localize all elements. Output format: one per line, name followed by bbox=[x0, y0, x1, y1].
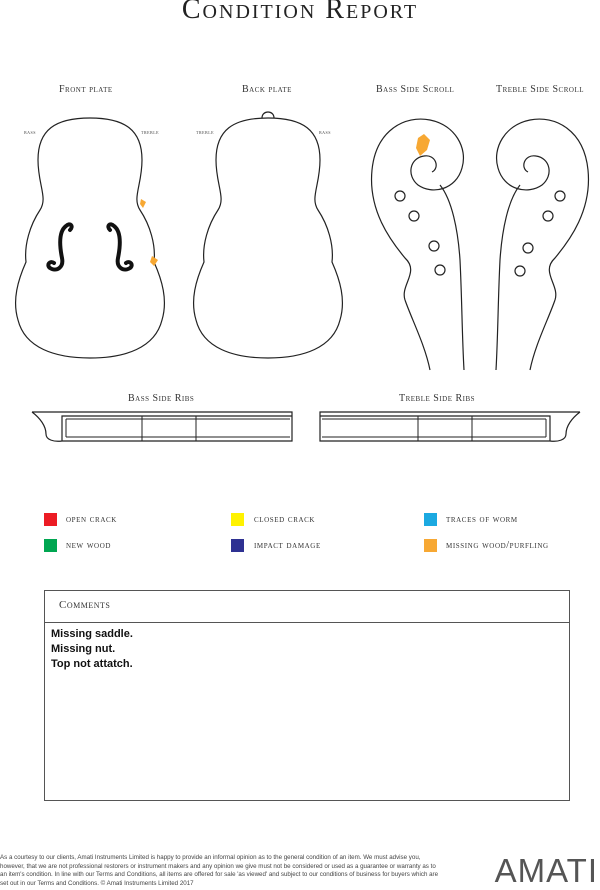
comments-heading: Comments bbox=[59, 599, 111, 611]
legend-label-closed-crack: closed crack bbox=[254, 514, 316, 525]
comment-line: Missing nut. bbox=[51, 643, 116, 655]
legend-label-missing-wood: missing wood/purfling bbox=[446, 540, 549, 551]
legend-label-open-crack: open crack bbox=[66, 514, 117, 525]
brand-logo: AMATI bbox=[494, 852, 598, 889]
bass-scroll-label: Bass Side Scroll bbox=[376, 84, 455, 95]
legend-label-traces-of-worm: traces of worm bbox=[446, 514, 518, 525]
comments-text[interactable] bbox=[51, 627, 133, 672]
legend-swatch-open-crack bbox=[44, 513, 57, 526]
legend-swatch-impact-damage bbox=[231, 539, 244, 552]
legend-label-new-wood: new wood bbox=[66, 540, 112, 551]
front-plate-bass-label: bass bbox=[24, 130, 37, 136]
comments-box[interactable] bbox=[44, 590, 570, 801]
comment-line: Top not attatch. bbox=[51, 658, 133, 670]
comments-header bbox=[45, 591, 569, 623]
back-plate-treble-label: treble bbox=[196, 130, 215, 136]
legend-swatch-closed-crack bbox=[231, 513, 244, 526]
treble-ribs-label: Treble Side Ribs bbox=[399, 393, 476, 404]
footer-disclaimer: As a courtesy to our clients, Amati Instruments Limited is happy to provide an informal opinion as to the general condition of an item. We must advise you, however, that we are not professional restorers or instrument makers and any opinion we give must not be considered or used as a guarantee or warranty as to an item's condition. In line with our Terms and Conditions, all items are offered for sale 'as viewed' and subject to our conditions of business for buyers which are set out in our Terms and Conditions. © Amati Instruments Limited 2017 bbox=[0, 854, 439, 887]
legend-swatch-missing-wood bbox=[424, 539, 437, 552]
back-plate-bass-label: bass bbox=[319, 130, 332, 136]
legend-swatch-traces-of-worm bbox=[424, 513, 437, 526]
bass-ribs-label: Bass Side Ribs bbox=[128, 393, 195, 404]
treble-scroll-label: Treble Side Scroll bbox=[496, 84, 585, 95]
legend-swatch-new-wood bbox=[44, 539, 57, 552]
comment-line: Missing saddle. bbox=[51, 628, 133, 640]
back-plate-label: Back plate bbox=[242, 84, 292, 95]
front-plate-treble-label: treble bbox=[141, 130, 160, 136]
front-plate-label: Front plate bbox=[59, 84, 113, 95]
report-title: Condition Report bbox=[181, 0, 419, 25]
legend-label-impact-damage: impact damage bbox=[254, 540, 321, 551]
